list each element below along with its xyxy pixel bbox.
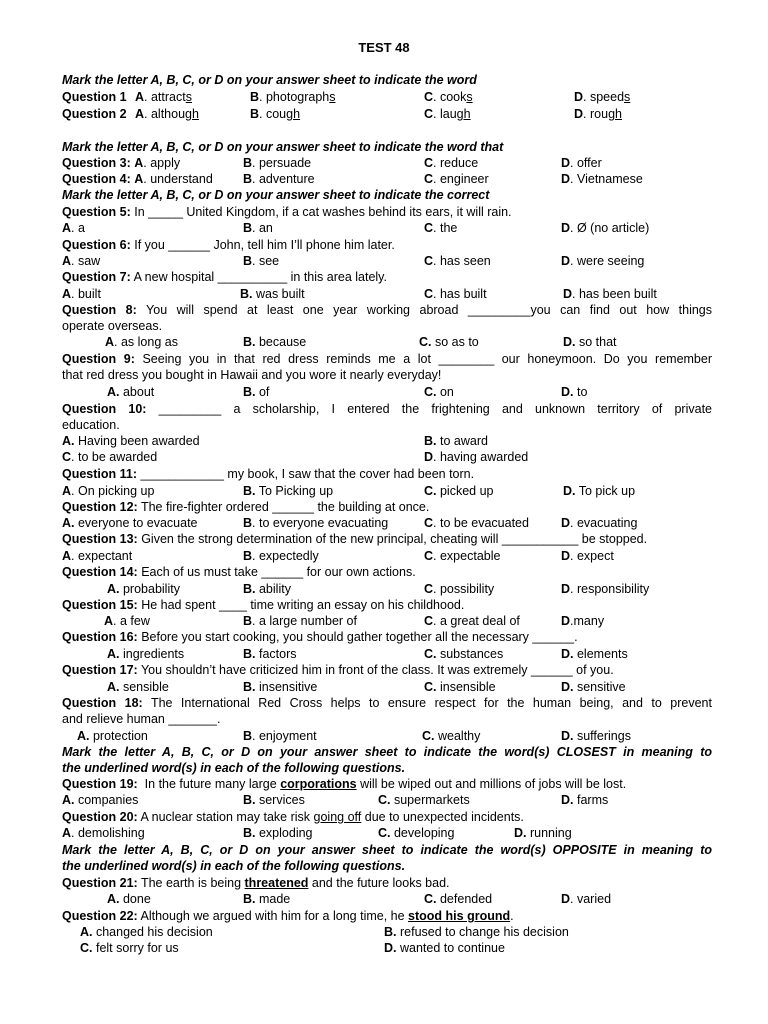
q1-option-c: C. cooks — [424, 90, 473, 104]
q6-option-d: D. were seeing — [561, 254, 645, 268]
q7-option-c: C. has built — [424, 287, 487, 301]
question-5: Question 5: In _____ United Kingdom, if a cat washes behind its ears, it will rain. — [62, 205, 512, 219]
q12-option-a: A. everyone to evacuate — [62, 516, 198, 530]
q15-option-d: D.many — [561, 614, 605, 628]
q10-option-d: D. having awarded — [424, 450, 529, 464]
q17-option-d: D. sensitive — [561, 680, 626, 694]
question-3: Question 3: A. apply — [62, 156, 181, 170]
q3-option-c: C. reduce — [424, 156, 479, 170]
q2-option-d: D. rough — [574, 107, 622, 121]
q3-option-b: B. persuade — [243, 156, 312, 170]
q9-option-c: C. on — [424, 385, 454, 399]
q17-option-b: B. insensitive — [243, 680, 318, 694]
question-17: Question 17: You shouldn’t have criticized him in front of the class. It was extremely ______ of you. — [62, 663, 614, 677]
q19-option-d: D. farms — [561, 793, 609, 807]
underlined-word: stood his ground — [408, 909, 511, 923]
q20-option-b: B. exploding — [243, 826, 313, 840]
q18-option-a: A. protection — [77, 729, 148, 743]
q7-option-a: A. built — [62, 287, 101, 301]
q4-option-b: B. adventure — [243, 172, 315, 186]
question-11: Question 11: ____________ my book, I saw that the cover had been torn. — [62, 467, 475, 481]
q14-option-a: A. probability — [107, 582, 180, 596]
q5-option-a: A. a — [62, 221, 85, 235]
q8-option-d: D. so that — [563, 335, 617, 349]
q16-option-a: A. ingredients — [107, 647, 185, 661]
q15-option-c: C. a great deal of — [424, 614, 520, 628]
q9-option-d: D. to — [561, 385, 588, 399]
instruction-correct: Mark the letter A, B, C, or D on your answer sheet to indicate the correct — [62, 188, 490, 202]
question-15: Question 15: He had spent ____ time writing an essay on his childhood. — [62, 598, 465, 612]
question-21: Question 21: The earth is being threatened and the future looks bad. — [62, 876, 450, 890]
q16-option-b: B. factors — [243, 647, 297, 661]
q6-option-a: A. saw — [62, 254, 101, 268]
instruction-pronunciation: Mark the letter A, B, C, or D on your answer sheet to indicate the word — [62, 73, 477, 87]
question-2: Question 2 — [62, 107, 127, 121]
q19-option-b: B. services — [243, 793, 305, 807]
question-14: Question 14: Each of us must take ______ for our own actions. — [62, 565, 416, 579]
q21-option-c: C. defended — [424, 892, 493, 906]
question-8-cont: operate overseas. — [62, 319, 163, 333]
q9-option-a: A. about — [107, 385, 155, 399]
q18-option-c: C. wealthy — [422, 729, 481, 743]
q18-option-d: D. sufferings — [561, 729, 631, 743]
page-title: TEST 48 — [358, 40, 410, 55]
q2-option-b: B. cough — [250, 107, 301, 121]
q16-option-d: D. elements — [561, 647, 628, 661]
q13-option-c: C. expectable — [424, 549, 501, 563]
q8-option-b: B. because — [243, 335, 307, 349]
instruction-opposite-cont: the underlined word(s) in each of the following questions. — [62, 859, 406, 873]
q19-option-c: C. supermarkets — [378, 793, 470, 807]
question-9-cont: that red dress you bought in Hawaii and you wore it nearly everyday! — [62, 368, 442, 382]
instruction-stress: Mark the letter A, B, C, or D on your answer sheet to indicate the word that — [62, 140, 504, 154]
question-1 — [62, 89, 127, 105]
q1-option-a: A. attracts — [135, 90, 192, 104]
q14-option-c: C. possibility — [424, 582, 495, 596]
question-7: Question 7: A new hospital __________ in this area lately. — [62, 270, 387, 284]
q8-option-a: A. as long as — [105, 335, 178, 349]
q12-option-b: B. to everyone evacuating — [243, 516, 389, 530]
question-12: Question 12: The fire-fighter ordered ______ the building at once. — [62, 500, 430, 514]
q10-option-b: B. to award — [424, 434, 488, 448]
q22-option-b: B. refused to change his decision — [384, 925, 569, 939]
question-18: Question 18: The International Red Cross helps to ensure respect for the human being, and to prevent — [62, 696, 712, 710]
q5-option-d: D. Ø (no article) — [561, 221, 650, 235]
q19-option-a: A. companies — [62, 793, 139, 807]
q21-option-d: D. varied — [561, 892, 612, 906]
q10-option-a: A. Having been awarded — [62, 434, 200, 448]
q2-option-c: C. laugh — [424, 107, 471, 121]
q22-option-d: D. wanted to continue — [384, 941, 505, 955]
question-9: Question 9: Seeing you in that red dress reminds me a lot ________ our honeymoon. Do you remember — [62, 352, 712, 366]
question-13: Question 13: Given the strong determination of the new principal, cheating will ___________ be stopped. — [62, 532, 648, 546]
q3-option-d: D. offer — [561, 156, 602, 170]
q11-option-a: A. On picking up — [62, 484, 155, 498]
q11-option-d: D. To pick up — [563, 484, 636, 498]
q5-option-b: B. an — [243, 221, 273, 235]
q11-option-c: C. picked up — [424, 484, 494, 498]
question-22: Question 22: Although we argued with him for a long time, he stood his ground. — [62, 909, 514, 923]
q13-option-b: B. expectedly — [243, 549, 319, 563]
q8-option-c: C. so as to — [419, 335, 479, 349]
q22-option-a: A. changed his decision — [80, 925, 213, 939]
question-16: Question 16: Before you start cooking, you should gather together all the necessary ______. — [62, 630, 578, 644]
q7-option-b: B. was built — [240, 287, 305, 301]
q20-option-c: C. developing — [378, 826, 455, 840]
q22-option-c: C. felt sorry for us — [80, 941, 179, 955]
q12-option-c: C. to be evacuated — [424, 516, 529, 530]
q10-option-c: C. to be awarded — [62, 450, 158, 464]
q6-option-c: C. has seen — [424, 254, 491, 268]
question-19: Question 19: In the future many large corporations will be wiped out and millions of jobs will be lost. — [62, 777, 627, 791]
question-8: Question 8: You will spend at least one year working abroad _________you can find out how things — [62, 303, 713, 317]
q17-option-c: C. insensible — [424, 680, 496, 694]
instruction-closest-cont: the underlined word(s) in each of the following questions. — [62, 761, 406, 775]
q13-option-d: D. expect — [561, 549, 614, 563]
q12-option-d: D. evacuating — [561, 516, 638, 530]
q5-option-c: C. the — [424, 221, 458, 235]
instruction-opposite: Mark the letter A, B, C, or D on your answer sheet to indicate the word(s) OPPOSITE in meaning to — [62, 843, 712, 857]
underlined-word: corporations — [280, 777, 357, 791]
q15-option-b: B. a large number of — [243, 614, 357, 628]
q11-option-b: B. To Picking up — [243, 484, 334, 498]
q6-option-b: B. see — [243, 254, 280, 268]
question-label: Question 1 — [62, 90, 127, 104]
q20-option-a: A. demolishing — [62, 826, 145, 840]
q17-option-a: A. sensible — [107, 680, 169, 694]
q1-option-b: B. photographs — [250, 90, 336, 104]
underlined-word: going off — [313, 810, 362, 824]
question-10-cont: education. — [62, 418, 120, 432]
underlined-word: threatened — [244, 876, 309, 890]
q14-option-d: D. responsibility — [561, 582, 650, 596]
q18-option-b: B. enjoyment — [243, 729, 317, 743]
q9-option-b: B. of — [243, 385, 270, 399]
question-10: Question 10: _________ a scholarship, I entered the frightening and unknown territory of private — [62, 402, 712, 416]
q4-option-d: D. Vietnamese — [561, 172, 643, 186]
q15-option-a: A. a few — [104, 614, 150, 628]
q1-option-d: D. speeds — [574, 90, 631, 104]
q7-option-d: D. has been built — [563, 287, 657, 301]
q16-option-c: C. substances — [424, 647, 504, 661]
q21-option-b: B. made — [243, 892, 291, 906]
q21-option-a: A. done — [107, 892, 151, 906]
q13-option-a: A. expectant — [62, 549, 133, 563]
question-20: Question 20: A nuclear station may take risk going off due to unexpected incidents. — [62, 810, 524, 824]
instruction-closest: Mark the letter A, B, C, or D on your answer sheet to indicate the word(s) CLOSEST in meaning to — [62, 745, 712, 759]
question-18-cont: and relieve human _______. — [62, 712, 221, 726]
q4-option-c: C. engineer — [424, 172, 489, 186]
q14-option-b: B. ability — [243, 582, 291, 596]
q20-option-d: D. running — [514, 826, 572, 840]
question-4: Question 4: A. understand — [62, 172, 213, 186]
question-6: Question 6: If you ______ John, tell him I’ll phone him later. — [62, 238, 395, 252]
q2-option-a: A. although — [135, 107, 199, 121]
